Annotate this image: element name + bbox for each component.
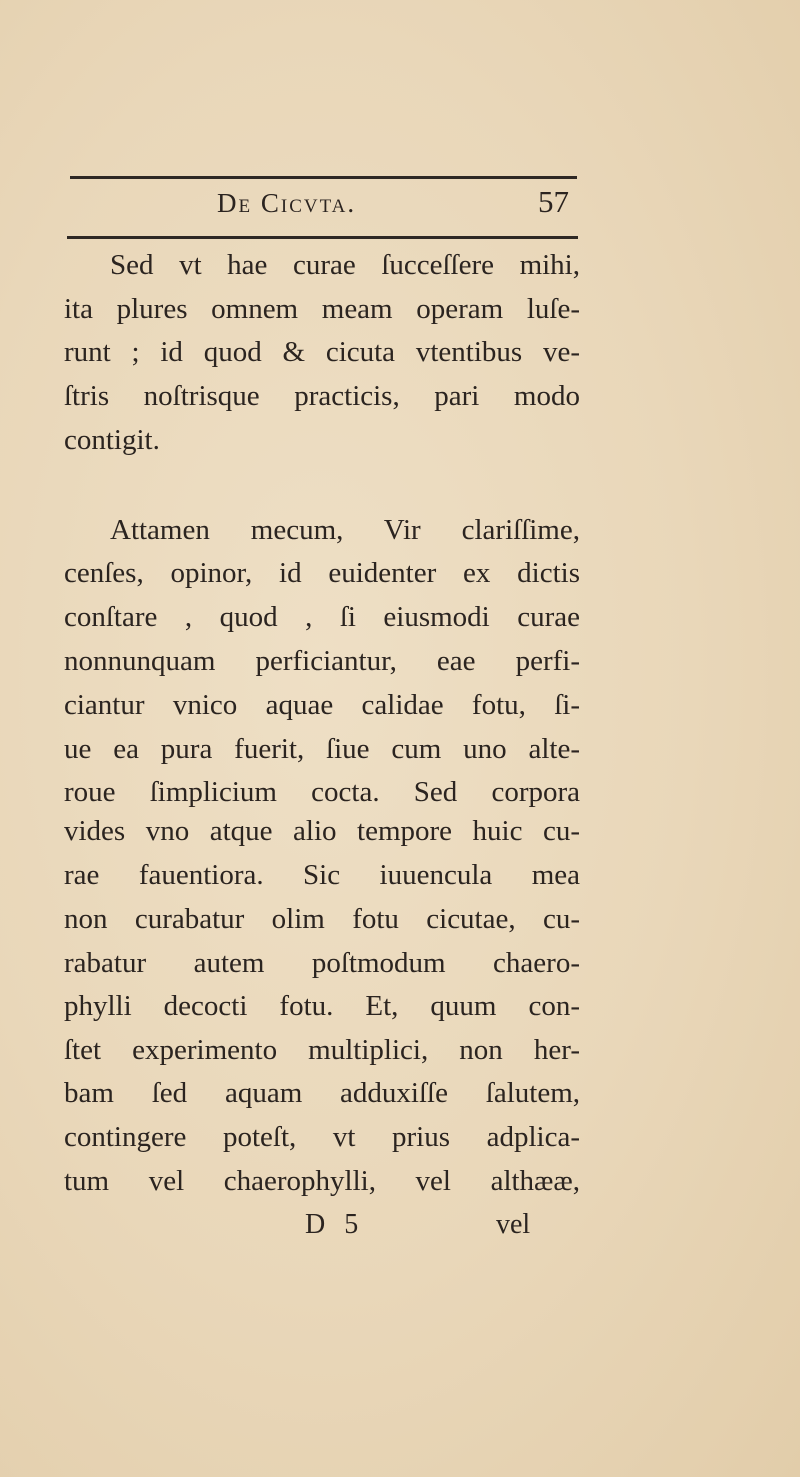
header-rule-top (70, 176, 577, 179)
text-line: tum vel chaerophylli, vel althææ, (64, 1165, 580, 1197)
text-line: contingere poteſt, vt prius adplica- (64, 1121, 580, 1153)
text-line: ita plures omnem meam operam luſe- (64, 293, 580, 325)
header-rule-bottom (67, 236, 578, 239)
text-line: rae fauentiora. Sic iuuencula mea (64, 859, 580, 891)
text-line: nonnunquam perficiantur, eae perfi- (64, 645, 580, 677)
text-line: rabatur autem poſtmodum chaero- (64, 947, 580, 979)
text-line: roue ſimplicium cocta. Sed corpora (64, 776, 580, 808)
text-line: vides vno atque alio tempore huic cu- (64, 815, 580, 847)
text-line: Sed vt hae curae ſucceſſere mihi, (110, 249, 580, 281)
page-number: 57 (538, 184, 569, 219)
text-line: ſtris noſtrisque practicis, pari modo (64, 380, 580, 412)
text-line: non curabatur olim fotu cicutae, cu- (64, 903, 580, 935)
text-line: cenſes, opinor, id euidenter ex dictis (64, 557, 580, 589)
text-line: runt ; id quod & cicuta vtentibus ve- (64, 336, 580, 368)
text-line: ſtet experimento multiplici, non her- (64, 1034, 580, 1066)
text-line: contigit. (64, 424, 160, 456)
text-line: Attamen mecum, Vir clariſſime, (110, 514, 580, 546)
signature-mark: D 5 (305, 1209, 365, 1240)
text-line: phylli decocti fotu. Et, quum con- (64, 990, 580, 1022)
text-line: ciantur vnico aquae calidae fotu, ſi- (64, 689, 580, 721)
text-line: bam ſed aquam adduxiſſe ſalutem, (64, 1077, 580, 1109)
text-line: ue ea pura fuerit, ſiue cum uno alte- (64, 733, 580, 765)
catchword: vel (496, 1209, 531, 1240)
text-line: conſtare , quod , ſi eiusmodi curae (64, 601, 580, 633)
running-title: De Cicvta. (217, 188, 357, 218)
